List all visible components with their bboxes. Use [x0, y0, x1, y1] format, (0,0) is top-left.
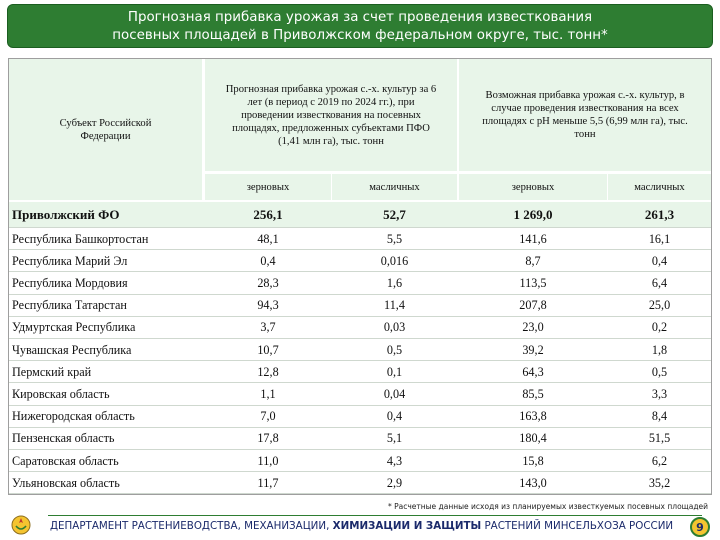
value-cell-c2: 5,5 — [386, 231, 403, 246]
value-cell-c1: 3,7 — [260, 320, 276, 335]
table-row — [9, 361, 711, 383]
table-row — [9, 428, 711, 450]
value-cell-c4: 51,5 — [648, 431, 671, 446]
region-name-cell: Кировская область — [12, 386, 110, 401]
value-cell-c1: 12,8 — [257, 364, 279, 379]
value-cell-c4: 6,2 — [651, 453, 668, 468]
table-row — [9, 250, 711, 272]
table-row — [9, 272, 711, 294]
page-title-line-2: посевных площадей в Приволжском федеральном округе, тыс. тонн* — [112, 28, 608, 43]
department-prefix: ДЕПАРТАМЕНТ РАСТЕНИЕВОДСТВА, МЕХАНИЗАЦИИ, — [50, 520, 333, 532]
value-cell-c3: 23,0 — [522, 320, 544, 335]
value-cell-c2: 11,4 — [384, 298, 405, 313]
value-cell-c2: 2,9 — [386, 475, 403, 490]
value-cell-c4: 261,3 — [644, 207, 675, 222]
value-cell-c3: 39,2 — [522, 342, 544, 357]
value-cell-c2: 52,7 — [383, 207, 406, 222]
page-title — [8, 9, 712, 45]
value-cell-c2: 0,03 — [383, 320, 406, 335]
value-cell-c1: 48,1 — [257, 231, 279, 246]
value-cell-c2: 0,4 — [386, 409, 403, 424]
value-cell-c1: 10,7 — [257, 342, 279, 357]
page-number: 9 — [690, 517, 710, 537]
region-name-cell: Республика Татарстан — [12, 298, 127, 313]
value-cell-c2: 0,1 — [386, 364, 403, 379]
value-cell-c4: 3,3 — [651, 386, 668, 401]
value-cell-c2: 5,1 — [386, 431, 403, 446]
value-cell-c1: 7,0 — [260, 409, 276, 424]
header-oil-2: масличных — [608, 174, 711, 200]
title-bar — [7, 4, 713, 48]
table-row — [9, 339, 711, 361]
table-row — [9, 228, 711, 250]
footnote: * Расчетные данные исходя из планируемых известкуемых посевных площадей — [387, 502, 708, 511]
value-cell-c3: 141,6 — [519, 231, 547, 246]
region-name-cell: Саратовская область — [12, 453, 119, 468]
value-cell-c2: 0,04 — [383, 386, 406, 401]
header-subject-text: Субъект Российской Федерации — [59, 117, 152, 142]
page-title-line-1: Прогнозная прибавка урожая за счет проведения известкования — [127, 10, 593, 25]
table-row — [9, 450, 711, 472]
value-cell-c2: 4,3 — [386, 453, 403, 468]
header-grain-1: зерновых — [205, 174, 331, 200]
region-name-cell: Пензенская область — [12, 431, 115, 446]
header-group-possible-text: Возможная прибавка урожая с.-х. культур, в случае проведения известкования на всех площадях с рН меньше 5,5 (6,99 млн га), тыс. тонн — [482, 90, 688, 140]
value-cell-c3: 1 269,0 — [513, 207, 553, 222]
header-group-forecast — [205, 59, 457, 172]
footer-divider — [48, 515, 702, 516]
value-cell-c4: 1,8 — [651, 342, 668, 357]
region-name-cell: Чувашская Республика — [12, 342, 132, 357]
region-name-cell: Ульяновская область — [12, 475, 120, 490]
value-cell-c3: 143,0 — [519, 475, 547, 490]
value-cell-c1: 1,1 — [260, 386, 276, 401]
value-cell-c4: 25,0 — [648, 298, 671, 313]
value-cell-c2: 0,5 — [386, 342, 403, 357]
value-cell-c3: 64,3 — [522, 364, 544, 379]
value-cell-c1: 94,3 — [257, 298, 279, 313]
value-cell-c3: 163,8 — [519, 409, 547, 424]
header-oil-1: масличных — [332, 174, 457, 200]
value-cell-c4: 16,1 — [648, 231, 671, 246]
value-cell-c1: 11,7 — [257, 475, 279, 490]
table-row — [9, 406, 711, 428]
region-name-cell: Республика Мордовия — [12, 275, 128, 290]
value-cell-c1: 11,0 — [257, 453, 279, 468]
value-cell-c4: 6,4 — [651, 275, 668, 290]
value-cell-c3: 8,7 — [525, 253, 541, 268]
value-cell-c3: 15,8 — [522, 453, 544, 468]
table-row — [9, 295, 711, 317]
row-divider — [9, 493, 711, 494]
value-cell-c4: 0,2 — [651, 320, 668, 335]
ministry-emblem-icon — [10, 514, 32, 536]
region-name-cell: Приволжский ФО — [12, 207, 120, 222]
value-cell-c1: 28,3 — [257, 275, 279, 290]
region-name-cell: Удмуртская Республика — [12, 320, 136, 335]
value-cell-c4: 0,4 — [651, 253, 668, 268]
table-row-total — [9, 202, 711, 228]
value-cell-c4: 0,5 — [651, 364, 668, 379]
yield-table — [8, 58, 712, 495]
value-cell-c4: 8,4 — [651, 409, 668, 424]
value-cell-c1: 17,8 — [257, 431, 279, 446]
value-cell-c4: 35,2 — [648, 475, 671, 490]
value-cell-c1: 256,1 — [253, 207, 283, 222]
value-cell-c3: 180,4 — [519, 431, 547, 446]
value-cell-c1: 0,4 — [260, 253, 276, 268]
value-cell-c3: 207,8 — [519, 298, 547, 313]
header-group-forecast-text: Прогнозная прибавка урожая с.-х. культур за 6 лет (в период с 2019 по 2024 гг.), при проведении известкования на посевных площадях, предложенных субъектами ПФО (1,41 млн га), тыс. тонн — [225, 83, 437, 147]
header-grain-2: зерновых — [459, 174, 607, 200]
header-subject — [9, 59, 203, 200]
region-name-cell: Республика Марий Эл — [12, 253, 128, 268]
value-cell-c3: 113,5 — [519, 275, 547, 290]
table-row — [9, 383, 711, 405]
department-name — [50, 520, 673, 532]
region-name-cell: Республика Башкортостан — [12, 231, 149, 246]
region-name-cell: Пермский край — [12, 364, 92, 379]
value-cell-c2: 0,016 — [380, 253, 409, 268]
department-bold: ХИМИЗАЦИИ И ЗАЩИТЫ — [332, 520, 482, 532]
table-row — [9, 317, 711, 339]
table-row — [9, 472, 711, 494]
value-cell-c2: 1,6 — [386, 275, 403, 290]
department-suffix: РАСТЕНИЙ МИНСЕЛЬХОЗА РОССИИ — [481, 520, 674, 532]
value-cell-c3: 85,5 — [522, 386, 544, 401]
region-name-cell: Нижегородская область — [12, 409, 135, 424]
header-group-possible — [459, 59, 711, 172]
